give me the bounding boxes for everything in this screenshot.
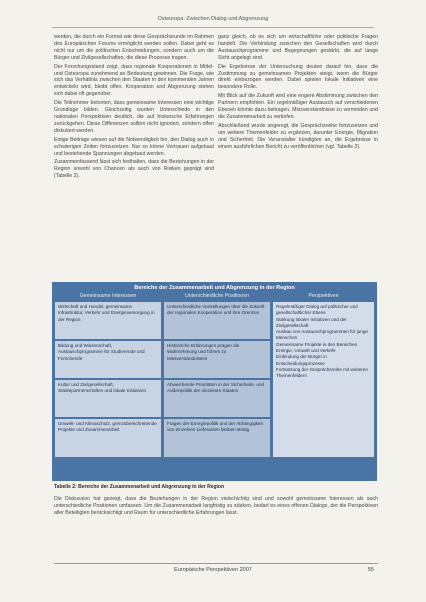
table-cell: Unterschiedliche Vorstellungen über die Zukunft der regionalen Kooperation und ihre Grenzen [164, 302, 270, 339]
table-cell: Umwelt- und Klimaschutz, grenzüberschreitende Projekte und Zusammenarbeit [55, 419, 161, 457]
paragraph: Die Ergebnisse der Untersuchung deuten darauf hin, dass die Zustimmung zu gemeinsamen Projekten steigt, wenn die Bürger direkt einbezogen werden. Dabei spielen lokale Initiativen eine besondere Rolle. [218, 63, 378, 91]
list-item: Stärkung lokaler Initiativen und der Zivilgesellschaft [276, 316, 347, 328]
paragraph: Der Forschungsstand zeigt, dass regionale Kooperationen in Mittel- und Osteuropa zunehmend an Bedeutung gewinnen. Die Frage, wie sich das Verhältnis zwischen den Staaten in den kommenden Jahren entwickeln wird, bleibt offen. Kooperation und Abgrenzung stehen sich dabei oft gegenüber. [54, 63, 214, 98]
list-item: Regelmäßiger Dialog auf politischer und gesellschaftlicher Ebene [276, 304, 358, 316]
footer-rule [54, 563, 378, 564]
table-cell: Historische Erfahrungen prägen die Wahrnehmung und führen zu Missverständnissen [164, 341, 270, 378]
closing-paragraph: Die Diskussion hat gezeigt, dass die Beziehungen in der Region vielschichtig sind und sowohl gemeinsame Interessen als auch unterschiedliche Positionen umfassen. Um die Zusammenarbeit langfristig zu stärken, bedarf es eines offenen Dialogs, der die Perspektiven aller Beteiligten berücksichtigt und Raum für unterschiedliche Erfahrungen lässt. [54, 496, 378, 516]
table-cell: Abweichende Prioritäten in der Sicherheits- und Außenpolitik der einzelnen Staaten [164, 380, 270, 417]
paragraph: Mit Blick auf die Zukunft wird eine engere Abstimmung zwischen den Partnern empfohlen. Ein regelmäßiger Austausch auf verschiedenen Ebenen könnte dazu beitragen, Missverständnisse zu vermeiden und die Zusammenarbeit zu vertiefen. [218, 93, 378, 120]
table-header-col3: Perspektiven [308, 293, 339, 299]
header-rule [52, 27, 374, 28]
paragraph: ganz gleich, ob es sich um wirtschaftliche oder politische Fragen handelt. Die Verbindung zwischen den Gesellschaften wird durch Austauschprogramme und Begegnungen gestärkt, die auf lange Sicht angelegt sind. [218, 34, 378, 61]
table-cell: Fragen der Energiepolitik und der Abhängigkeit von einzelnen Lieferanten bleiben strittig [164, 419, 270, 457]
left-column [54, 34, 214, 182]
table-cell: Bildung und Wissenschaft, Austauschprogramme für Studierende und Forschende [55, 341, 161, 378]
paragraph: Die Teilnehmer betonten, dass gemeinsame Interessen eine wichtige Grundlage bilden. Gleichzeitig wurden Unterschiede in den nationalen Perspektiven deutlich, die auf historische Erfahrungen zurückgehen. Diese Differenzen sollten nicht ignoriert, sondern offen diskutiert werden. [54, 100, 214, 134]
page-number: 55 [367, 567, 374, 573]
list-item: Fortsetzung der Gesprächsreihe mit weiteren Themenfeldern [276, 366, 368, 379]
table-cell: Wirtschaft und Handel, gemeinsame Infrastruktur, Verkehr und Energieversorgung in der Region [55, 302, 161, 339]
table-cell: Kultur und Zivilgesellschaft, Städtepartnerschaften und lokale Initiativen [55, 380, 161, 417]
paragraph: Zusammenfassend lässt sich festhalten, dass die Beziehungen in der Region sowohl von Chancen als auch von Risiken geprägt sind (Tabelle 2). [54, 159, 214, 180]
table-title: Bereiche der Zusammenarbeit und Abgrenzung in der Region [134, 285, 295, 291]
table-cell-perspectives [273, 302, 374, 457]
table-header-col2: Unterschiedliche Positionen [184, 293, 249, 299]
list-item: Einbindung der Bürger in Entscheidungsprozesse [276, 354, 327, 366]
list-item: Ausbau von Austauschprogrammen für junge Menschen [276, 329, 368, 341]
paragraph: Abschließend wurde angeregt, die Gesprächsreihe fortzusetzen und um weitere Themenfelder zu ergänzen, darunter Energie, Migration und Sicherheit. Die Veranstalter kündigten an, die Ergebnisse in einem ausführlichen Bericht zu veröffentlichen (vgl. Tabelle 2). [218, 122, 378, 150]
paragraph: Einige Beiträge wiesen auf die Notwendigkeit hin, den Dialog auch in schwierigen Zeiten fortzusetzen. Nur so könne Vertrauen aufgebaut und bestehende Spannungen abgebaut werden. [54, 136, 214, 157]
comparison-table [52, 282, 377, 481]
list-item: Gemeinsame Projekte in den Bereichen Energie, Umwelt und Verkehr [276, 341, 358, 354]
table-caption: Tabelle 2: Bereiche der Zusammenarbeit und Abgrenzung in der Region [54, 484, 225, 490]
journal-footer: Europäische Perspektiven 2007 [174, 567, 252, 573]
paragraph: werden, die durch ein Format wie diese Gesprächsrunde im Rahmen des Europäischen Forums ermöglicht werden sollen. Dabei geht es nicht nur um die politischen Entscheidungen, sondern auch um die Bürger und Zivilgesellschaften, die diese Prozesse tragen. [54, 34, 214, 61]
table-header-col1: Gemeinsame Interessen [79, 293, 137, 299]
right-column [218, 34, 378, 153]
running-header: Osteuropa: Zwischen Dialog und Abgrenzung [157, 16, 269, 22]
